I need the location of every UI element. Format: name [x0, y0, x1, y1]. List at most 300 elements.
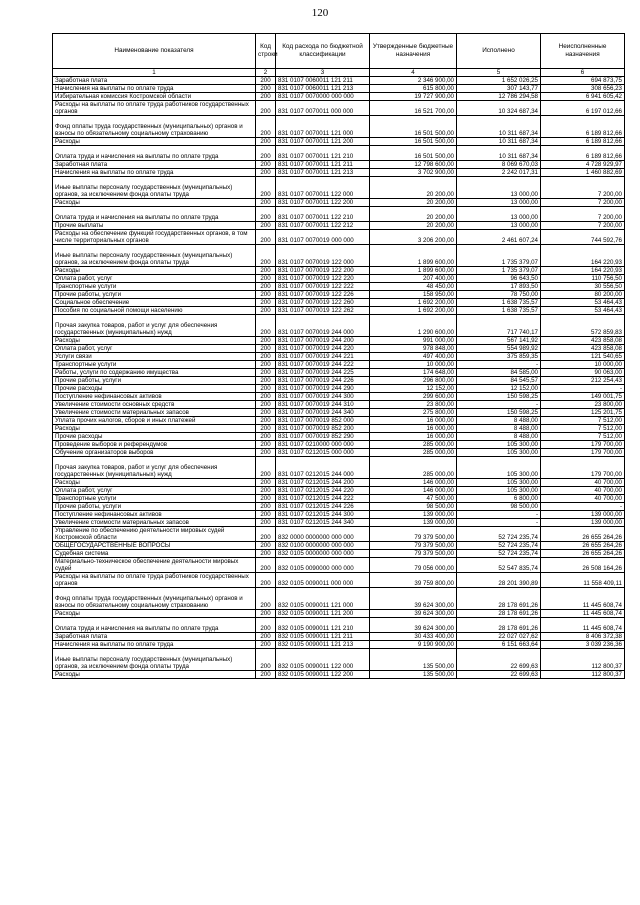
- row-executed-amount: 13 000,00: [457, 207, 541, 222]
- page-number: 120: [311, 7, 329, 19]
- row-budget-code: 831 0107 0070019 122 262: [276, 307, 370, 315]
- row-unexecuted-amount: 40 700,00: [541, 479, 625, 487]
- row-unexecuted-amount: 1 460 882,69: [541, 169, 625, 177]
- row-budget-code: 831 0107 0070011 121 000: [276, 116, 370, 138]
- table-body: [53, 77, 625, 679]
- row-executed-amount: -: [457, 361, 541, 369]
- row-line-code: 200: [256, 417, 276, 425]
- table-row: [53, 503, 625, 511]
- row-line-code: 200: [256, 550, 276, 558]
- row-indicator-name: Пособия по социальной помощи населению: [53, 307, 256, 315]
- row-line-code: 200: [256, 307, 276, 315]
- row-executed-amount: 96 643,50: [457, 275, 541, 283]
- row-unexecuted-amount: 53 464,43: [541, 299, 625, 307]
- row-approved-amount: 285 000,00: [370, 449, 457, 457]
- table-row: [53, 353, 625, 361]
- row-executed-amount: 717 740,17: [457, 315, 541, 337]
- column-number: 4: [370, 69, 457, 77]
- row-budget-code: 831 0107 0212015 244 300: [276, 511, 370, 519]
- row-approved-amount: 39 624 300,00: [370, 588, 457, 610]
- row-indicator-name: Начисления на выплаты по оплате труда: [53, 85, 256, 93]
- table-row: [53, 299, 625, 307]
- row-executed-amount: 22 027 027,62: [457, 633, 541, 641]
- row-line-code: 200: [256, 527, 276, 542]
- row-budget-code: 832 0105 0000000 000 000: [276, 550, 370, 558]
- row-indicator-name: Начисления на выплаты по оплате труда: [53, 641, 256, 649]
- row-executed-amount: 6 800,00: [457, 495, 541, 503]
- row-executed-amount: 13 000,00: [457, 222, 541, 230]
- table-row: [53, 385, 625, 393]
- row-executed-amount: 12 152,00: [457, 385, 541, 393]
- row-executed-amount: 52 547 835,74: [457, 558, 541, 573]
- row-line-code: 200: [256, 495, 276, 503]
- row-indicator-name: Увеличение стоимости материальных запасов: [53, 519, 256, 527]
- row-indicator-name: Прочие работы, услуги: [53, 377, 256, 385]
- row-indicator-name: Начисления на выплаты по оплате труда: [53, 169, 256, 177]
- row-line-code: 200: [256, 479, 276, 487]
- row-budget-code: 831 0107 0070019 244 200: [276, 337, 370, 345]
- row-budget-code: 832 0100 0000000 000 000: [276, 542, 370, 550]
- row-approved-amount: 146 000,00: [370, 487, 457, 495]
- table-row: [53, 361, 625, 369]
- header-row: [53, 34, 625, 69]
- row-line-code: 200: [256, 457, 276, 479]
- row-line-code: 200: [256, 503, 276, 511]
- row-line-code: 200: [256, 161, 276, 169]
- row-unexecuted-amount: -: [541, 385, 625, 393]
- row-budget-code: 831 0107 0070019 244 226: [276, 377, 370, 385]
- row-unexecuted-amount: 6 941 605,42: [541, 93, 625, 101]
- row-line-code: 200: [256, 649, 276, 671]
- row-unexecuted-amount: 139 000,00: [541, 511, 625, 519]
- row-indicator-name: Избирательная комиссия Костромской области: [53, 93, 256, 101]
- row-approved-amount: 285 000,00: [370, 441, 457, 449]
- row-approved-amount: 497 400,00: [370, 353, 457, 361]
- row-executed-amount: -: [457, 519, 541, 527]
- row-indicator-name: Поступление нефинансовых активов: [53, 393, 256, 401]
- table-row: [53, 199, 625, 207]
- row-unexecuted-amount: 11 445 608,74: [541, 610, 625, 618]
- row-approved-amount: 207 400,00: [370, 275, 457, 283]
- row-line-code: 200: [256, 385, 276, 393]
- row-indicator-name: Услуги связи: [53, 353, 256, 361]
- column-number: 2: [256, 69, 276, 77]
- row-unexecuted-amount: 90 063,00: [541, 369, 625, 377]
- row-budget-code: 831 0107 0212015 000 000: [276, 449, 370, 457]
- row-approved-amount: 16 501 500,00: [370, 146, 457, 161]
- table-row: [53, 77, 625, 85]
- row-budget-code: 831 0107 0070019 122 200: [276, 267, 370, 275]
- row-budget-code: 831 0107 0070019 244 000: [276, 315, 370, 337]
- table-row: [53, 449, 625, 457]
- row-budget-code: 832 0105 0090011 121 211: [276, 633, 370, 641]
- row-line-code: 200: [256, 361, 276, 369]
- row-executed-amount: 52 724 235,74: [457, 550, 541, 558]
- row-budget-code: 832 0105 0090011 121 210: [276, 618, 370, 633]
- header-executed: Исполнено: [457, 34, 541, 69]
- table-row: [53, 93, 625, 101]
- row-approved-amount: 1 290 600,00: [370, 315, 457, 337]
- row-budget-code: 831 0107 0070019 244 222: [276, 361, 370, 369]
- row-budget-code: 831 0107 0070011 122 000: [276, 177, 370, 199]
- table-row: [53, 649, 625, 671]
- table-row: [53, 161, 625, 169]
- row-line-code: 200: [256, 291, 276, 299]
- row-budget-code: 831 0107 0070011 121 200: [276, 138, 370, 146]
- row-budget-code: 832 0105 0090011 000 000: [276, 573, 370, 588]
- row-unexecuted-amount: 3 039 236,36: [541, 641, 625, 649]
- table-row: [53, 393, 625, 401]
- row-executed-amount: 6 151 663,64: [457, 641, 541, 649]
- row-approved-amount: 20 200,00: [370, 222, 457, 230]
- table-row: [53, 433, 625, 441]
- row-indicator-name: Уплата прочих налогов, сборов и иных платежей: [53, 417, 256, 425]
- row-indicator-name: Оплата труда и начисления на выплаты по оплате труда: [53, 207, 256, 222]
- row-budget-code: 831 0107 0070011 121 213: [276, 169, 370, 177]
- row-line-code: 200: [256, 93, 276, 101]
- row-indicator-name: Поступление нефинансовых активов: [53, 511, 256, 519]
- table-row: [53, 542, 625, 550]
- row-approved-amount: 1 692 200,00: [370, 299, 457, 307]
- row-budget-code: 831 0107 0212015 244 200: [276, 479, 370, 487]
- row-line-code: 200: [256, 199, 276, 207]
- row-indicator-name: Транспортные услуги: [53, 495, 256, 503]
- row-budget-code: 831 0107 0070011 122 210: [276, 207, 370, 222]
- row-line-code: 200: [256, 283, 276, 291]
- row-line-code: 200: [256, 299, 276, 307]
- row-unexecuted-amount: 53 464,43: [541, 307, 625, 315]
- row-budget-code: 831 0107 0070019 000 000: [276, 230, 370, 245]
- row-executed-amount: 567 141,92: [457, 337, 541, 345]
- row-executed-amount: 28 178 691,26: [457, 618, 541, 633]
- row-budget-code: 831 0107 0070011 000 000: [276, 101, 370, 116]
- row-indicator-name: Социальное обеспечение: [53, 299, 256, 307]
- row-indicator-name: Транспортные услуги: [53, 283, 256, 291]
- row-executed-amount: 28 178 691,26: [457, 610, 541, 618]
- row-executed-amount: 150 598,25: [457, 393, 541, 401]
- header-line-code: Код строки: [256, 34, 276, 69]
- row-budget-code: 831 0107 0212015 244 340: [276, 519, 370, 527]
- row-approved-amount: 20 200,00: [370, 177, 457, 199]
- row-executed-amount: 10 311 687,34: [457, 116, 541, 138]
- table-row: [53, 85, 625, 93]
- row-indicator-name: Расходы: [53, 671, 256, 679]
- row-executed-amount: 84 545,57: [457, 377, 541, 385]
- row-line-code: 200: [256, 146, 276, 161]
- row-executed-amount: 13 000,00: [457, 199, 541, 207]
- row-approved-amount: 2 346 900,00: [370, 77, 457, 85]
- row-line-code: 200: [256, 77, 276, 85]
- row-line-code: 200: [256, 409, 276, 417]
- table-row: [53, 275, 625, 283]
- row-indicator-name: Расходы: [53, 267, 256, 275]
- row-executed-amount: 105 300,00: [457, 441, 541, 449]
- row-executed-amount: 22 699,63: [457, 649, 541, 671]
- row-executed-amount: 2 461 607,24: [457, 230, 541, 245]
- row-unexecuted-amount: 7 512,00: [541, 417, 625, 425]
- row-approved-amount: 16 000,00: [370, 433, 457, 441]
- row-indicator-name: Расходы на выплаты по оплате труда работников государственных органов: [53, 101, 256, 116]
- table-row: [53, 207, 625, 222]
- row-unexecuted-amount: 179 700,00: [541, 457, 625, 479]
- row-executed-amount: 8 069 670,03: [457, 161, 541, 169]
- row-budget-code: 831 0107 0070011 121 211: [276, 161, 370, 169]
- table-row: [53, 511, 625, 519]
- row-line-code: 200: [256, 519, 276, 527]
- row-unexecuted-amount: 80 200,00: [541, 291, 625, 299]
- row-unexecuted-amount: 10 000,00: [541, 361, 625, 369]
- row-indicator-name: Оплата труда и начисления на выплаты по оплате труда: [53, 618, 256, 633]
- row-executed-amount: 2 242 017,31: [457, 169, 541, 177]
- row-approved-amount: 1 899 600,00: [370, 245, 457, 267]
- row-indicator-name: Оплата работ, услуг: [53, 487, 256, 495]
- row-unexecuted-amount: 6 189 812,66: [541, 116, 625, 138]
- row-budget-code: 831 0107 0212015 244 226: [276, 503, 370, 511]
- row-budget-code: 831 0107 0070000 000 000: [276, 93, 370, 101]
- row-indicator-name: Прочие расходы: [53, 433, 256, 441]
- row-unexecuted-amount: 149 001,75: [541, 393, 625, 401]
- row-budget-code: 831 0107 0212015 244 220: [276, 487, 370, 495]
- row-line-code: 200: [256, 433, 276, 441]
- row-unexecuted-amount: 125 201,75: [541, 409, 625, 417]
- row-line-code: 200: [256, 337, 276, 345]
- row-indicator-name: Заработная плата: [53, 633, 256, 641]
- row-line-code: 200: [256, 558, 276, 573]
- row-approved-amount: 16 501 500,00: [370, 116, 457, 138]
- row-executed-amount: -: [457, 401, 541, 409]
- row-executed-amount: 1 652 026,25: [457, 77, 541, 85]
- table-row: [53, 377, 625, 385]
- table-row: [53, 527, 625, 542]
- row-indicator-name: Расходы: [53, 199, 256, 207]
- row-approved-amount: 47 500,00: [370, 495, 457, 503]
- row-unexecuted-amount: 6 189 812,66: [541, 138, 625, 146]
- row-line-code: 200: [256, 138, 276, 146]
- row-line-code: 200: [256, 449, 276, 457]
- row-approved-amount: 139 000,00: [370, 511, 457, 519]
- row-budget-code: 831 0107 0212015 244 222: [276, 495, 370, 503]
- row-unexecuted-amount: 139 000,00: [541, 519, 625, 527]
- row-budget-code: 831 0107 0210000 000 000: [276, 441, 370, 449]
- table-row: [53, 222, 625, 230]
- row-executed-amount: 78 750,00: [457, 291, 541, 299]
- row-indicator-name: Прочие работы, услуги: [53, 291, 256, 299]
- row-approved-amount: 991 000,00: [370, 337, 457, 345]
- row-approved-amount: 275 800,00: [370, 409, 457, 417]
- table-row: [53, 307, 625, 315]
- row-line-code: 200: [256, 588, 276, 610]
- row-approved-amount: 98 500,00: [370, 503, 457, 511]
- row-indicator-name: ОБЩЕГОСУДАРСТВЕННЫЕ ВОПРОСЫ: [53, 542, 256, 550]
- row-unexecuted-amount: 694 873,75: [541, 77, 625, 85]
- row-budget-code: 831 0107 0070019 244 300: [276, 393, 370, 401]
- row-budget-code: 831 0107 0070019 244 340: [276, 409, 370, 417]
- row-line-code: 200: [256, 245, 276, 267]
- row-budget-code: 831 0107 0070019 852 200: [276, 425, 370, 433]
- row-line-code: 200: [256, 177, 276, 199]
- row-unexecuted-amount: 7 200,00: [541, 222, 625, 230]
- row-budget-code: 831 0107 0070011 122 200: [276, 199, 370, 207]
- row-approved-amount: 48 450,00: [370, 283, 457, 291]
- row-approved-amount: 39 624 300,00: [370, 610, 457, 618]
- table-row: [53, 267, 625, 275]
- table-row: [53, 457, 625, 479]
- table-row: [53, 633, 625, 641]
- table-row: [53, 610, 625, 618]
- row-budget-code: 831 0107 0070019 244 221: [276, 353, 370, 361]
- row-unexecuted-amount: 423 858,08: [541, 345, 625, 353]
- row-executed-amount: 28 201 390,89: [457, 573, 541, 588]
- row-indicator-name: Расходы: [53, 337, 256, 345]
- row-approved-amount: 296 800,00: [370, 377, 457, 385]
- row-indicator-name: Прочие работы, услуги: [53, 503, 256, 511]
- header-approved: Утвержденные бюджетные назначения: [370, 34, 457, 69]
- row-budget-code: 831 0107 0070019 244 220: [276, 345, 370, 353]
- row-executed-amount: 105 300,00: [457, 457, 541, 479]
- row-indicator-name: Проведение выборов и референдумов: [53, 441, 256, 449]
- row-unexecuted-amount: 7 200,00: [541, 207, 625, 222]
- row-approved-amount: 16 000,00: [370, 425, 457, 433]
- row-unexecuted-amount: 423 858,08: [541, 337, 625, 345]
- row-approved-amount: 79 056 000,00: [370, 558, 457, 573]
- row-unexecuted-amount: 7 200,00: [541, 177, 625, 199]
- row-indicator-name: Увеличение стоимости материальных запасов: [53, 409, 256, 417]
- table-row: [53, 245, 625, 267]
- row-approved-amount: 1 899 600,00: [370, 267, 457, 275]
- row-approved-amount: 30 433 400,00: [370, 633, 457, 641]
- table-row: [53, 671, 625, 679]
- table-row: [53, 409, 625, 417]
- row-budget-code: 831 0107 0060011 121 211: [276, 77, 370, 85]
- row-budget-code: 831 0107 0070019 122 260: [276, 299, 370, 307]
- table-row: [53, 558, 625, 573]
- table-row: [53, 315, 625, 337]
- row-budget-code: 831 0107 0070019 852 290: [276, 433, 370, 441]
- row-budget-code: 831 0107 0070019 122 226: [276, 291, 370, 299]
- row-executed-amount: 22 699,63: [457, 671, 541, 679]
- row-unexecuted-amount: 26 655 264,26: [541, 542, 625, 550]
- row-indicator-name: Иные выплаты персоналу государственных (муниципальных) органов, за исключением фонда оплаты труда: [53, 245, 256, 267]
- row-line-code: 200: [256, 633, 276, 641]
- row-line-code: 200: [256, 369, 276, 377]
- row-executed-amount: 10 324 687,34: [457, 101, 541, 116]
- row-indicator-name: Оплата работ, услуг: [53, 275, 256, 283]
- row-indicator-name: Заработная плата: [53, 77, 256, 85]
- row-approved-amount: 299 600,00: [370, 393, 457, 401]
- row-approved-amount: 158 950,00: [370, 291, 457, 299]
- row-unexecuted-amount: 112 800,37: [541, 649, 625, 671]
- row-indicator-name: Расходы: [53, 610, 256, 618]
- row-unexecuted-amount: 212 254,43: [541, 377, 625, 385]
- row-executed-amount: 84 585,00: [457, 369, 541, 377]
- row-budget-code: 831 0107 0070019 122 222: [276, 283, 370, 291]
- table-row: [53, 101, 625, 116]
- table-row: [53, 519, 625, 527]
- table-row: [53, 291, 625, 299]
- row-executed-amount: -: [457, 511, 541, 519]
- row-line-code: 200: [256, 230, 276, 245]
- row-budget-code: 832 0105 0090000 000 000: [276, 558, 370, 573]
- row-executed-amount: 10 311 687,34: [457, 146, 541, 161]
- row-executed-amount: 105 300,00: [457, 479, 541, 487]
- row-line-code: 200: [256, 425, 276, 433]
- row-unexecuted-amount: 6 189 812,66: [541, 146, 625, 161]
- row-executed-amount: 98 500,00: [457, 503, 541, 511]
- row-approved-amount: 79 379 500,00: [370, 527, 457, 542]
- row-unexecuted-amount: 179 700,00: [541, 441, 625, 449]
- row-executed-amount: 17 893,50: [457, 283, 541, 291]
- table-row: [53, 487, 625, 495]
- row-approved-amount: 1 692 200,00: [370, 307, 457, 315]
- row-approved-amount: 23 800,00: [370, 401, 457, 409]
- row-executed-amount: 12 786 294,58: [457, 93, 541, 101]
- row-budget-code: 832 0105 0090011 121 213: [276, 641, 370, 649]
- row-unexecuted-amount: 6 197 012,66: [541, 101, 625, 116]
- row-line-code: 200: [256, 401, 276, 409]
- table-row: [53, 417, 625, 425]
- row-line-code: 200: [256, 85, 276, 93]
- table-row: [53, 230, 625, 245]
- row-approved-amount: 20 200,00: [370, 207, 457, 222]
- row-unexecuted-amount: 4 728 929,97: [541, 161, 625, 169]
- row-executed-amount: 28 178 691,26: [457, 588, 541, 610]
- row-budget-code: 831 0107 0070019 852 000: [276, 417, 370, 425]
- row-approved-amount: 16 501 500,00: [370, 138, 457, 146]
- row-indicator-name: Расходы: [53, 425, 256, 433]
- table-row: [53, 550, 625, 558]
- table-row: [53, 146, 625, 161]
- row-line-code: 200: [256, 511, 276, 519]
- row-approved-amount: 19 727 900,00: [370, 93, 457, 101]
- row-indicator-name: Судебная система: [53, 550, 256, 558]
- row-approved-amount: 39 759 800,00: [370, 573, 457, 588]
- table-row: [53, 337, 625, 345]
- row-line-code: 200: [256, 671, 276, 679]
- row-approved-amount: 615 800,00: [370, 85, 457, 93]
- row-executed-amount: 1 638 735,57: [457, 299, 541, 307]
- row-budget-code: 832 0105 0090011 122 000: [276, 649, 370, 671]
- row-line-code: 200: [256, 393, 276, 401]
- header-unexecuted: Неисполненные назначения: [541, 34, 625, 69]
- row-indicator-name: Транспортные услуги: [53, 361, 256, 369]
- row-budget-code: 832 0000 0000000 000 000: [276, 527, 370, 542]
- row-approved-amount: 3 702 900,00: [370, 169, 457, 177]
- row-executed-amount: 52 724 235,74: [457, 527, 541, 542]
- row-indicator-name: Иные выплаты персоналу государственных (муниципальных) органов, за исключением фонда оплаты труда: [53, 649, 256, 671]
- row-line-code: 200: [256, 618, 276, 633]
- row-approved-amount: 12 152,00: [370, 385, 457, 393]
- row-indicator-name: Управление по обеспечению деятельности мировых судей Костромской области: [53, 527, 256, 542]
- table-row: [53, 116, 625, 138]
- row-approved-amount: 9 190 900,00: [370, 641, 457, 649]
- row-indicator-name: Фонд оплаты труда государственных (муниципальных) органов и взносы по обязательному социальному страхованию: [53, 588, 256, 610]
- row-unexecuted-amount: 40 700,00: [541, 487, 625, 495]
- table-row: [53, 369, 625, 377]
- header-budget-classification-code: Код расхода по бюджетной классификации: [276, 34, 370, 69]
- budget-execution-table: [52, 33, 625, 679]
- row-line-code: 200: [256, 267, 276, 275]
- row-executed-amount: 105 300,00: [457, 449, 541, 457]
- row-budget-code: 831 0107 0070019 244 310: [276, 401, 370, 409]
- row-approved-amount: 20 200,00: [370, 199, 457, 207]
- row-approved-amount: 139 000,00: [370, 519, 457, 527]
- row-line-code: 200: [256, 116, 276, 138]
- row-line-code: 200: [256, 641, 276, 649]
- row-executed-amount: 1 735 379,07: [457, 267, 541, 275]
- row-indicator-name: Работы, услуги по содержанию имущества: [53, 369, 256, 377]
- row-approved-amount: 12 798 600,00: [370, 161, 457, 169]
- row-unexecuted-amount: 11 445 608,74: [541, 588, 625, 610]
